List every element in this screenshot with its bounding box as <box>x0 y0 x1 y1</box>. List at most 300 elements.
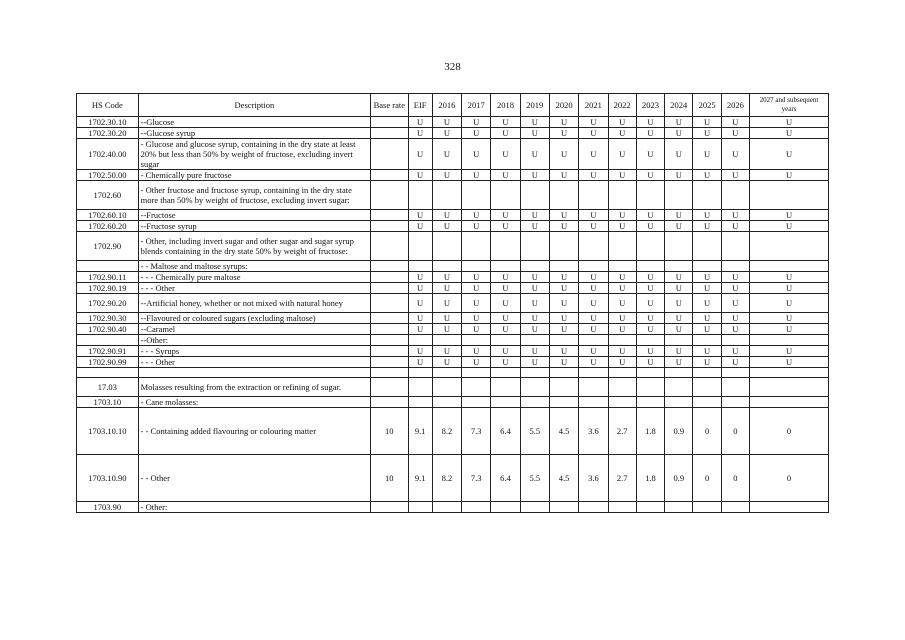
base-rate-cell <box>371 357 408 368</box>
rate-cell-2021: U <box>579 346 608 357</box>
rate-cell-2022: U <box>608 139 636 170</box>
rate-cell-2020: U <box>549 346 578 357</box>
rate-cell-2027 <box>750 397 829 408</box>
rate-cell-2025: U <box>693 117 721 128</box>
rate-cell-2022: U <box>608 128 636 139</box>
rate-cell-2026: U <box>721 128 749 139</box>
base-rate-cell <box>371 324 408 335</box>
rate-cell-2027: U <box>750 324 829 335</box>
rate-cell-2023: U <box>636 294 664 313</box>
hs-code-cell: 1702.60.10 <box>77 210 139 221</box>
rate-cell-2020: U <box>549 221 578 232</box>
base-rate-cell <box>371 294 408 313</box>
table-row <box>77 221 829 232</box>
rate-cell-2023: U <box>636 313 664 324</box>
rate-cell-2017: U <box>462 210 491 221</box>
rate-cell-2026: U <box>721 139 749 170</box>
rate-cell-2016 <box>432 335 461 346</box>
hs-code-cell <box>77 368 139 378</box>
rate-cell-2021 <box>579 502 608 513</box>
hs-code-cell: 1702.90.99 <box>77 357 139 368</box>
rate-cell-2017: U <box>462 128 491 139</box>
rate-cell-2023: U <box>636 357 664 368</box>
rate-cell-2022: U <box>608 346 636 357</box>
table-row <box>77 170 829 181</box>
hs-code-cell: 17.03 <box>77 378 139 397</box>
rate-cell-2022: U <box>608 357 636 368</box>
rate-cell-2021 <box>579 261 608 272</box>
rate-cell-2021 <box>579 378 608 397</box>
rate-cell-2022: U <box>608 221 636 232</box>
rate-cell-2021 <box>579 397 608 408</box>
base-rate-cell <box>371 313 408 324</box>
rate-cell-2026 <box>721 261 749 272</box>
base-rate-cell: 10 <box>371 408 408 455</box>
rate-cell-2020 <box>549 502 578 513</box>
rate-cell-2023: U <box>636 283 664 294</box>
hs-code-cell <box>77 335 139 346</box>
rate-cell-2026: 0 <box>721 408 749 455</box>
hs-code-cell: 1702.90.11 <box>77 272 139 283</box>
rate-cell-2020: U <box>549 272 578 283</box>
rate-cell-2027: U <box>750 210 829 221</box>
rate-cell-2019: U <box>520 272 549 283</box>
rate-cell-2016 <box>432 502 461 513</box>
rate-cell-2024 <box>665 335 693 346</box>
hs-code-cell: 1703.90 <box>77 502 139 513</box>
rate-cell-2027: U <box>750 221 829 232</box>
rate-cell-2026: U <box>721 117 749 128</box>
rate-cell-2019: U <box>520 357 549 368</box>
rate-cell-2016 <box>432 368 461 378</box>
description-cell: - Other: <box>138 502 370 513</box>
header-base-rate: Base rate <box>371 94 408 117</box>
hs-code-cell: 1703.10.90 <box>77 455 139 502</box>
rate-cell-2024: U <box>665 324 693 335</box>
rate-cell-2020 <box>549 368 578 378</box>
rate-cell-2022 <box>608 232 636 261</box>
rate-cell-2018: U <box>491 117 520 128</box>
hs-code-cell: 1702.40.00 <box>77 139 139 170</box>
rate-cell-2027 <box>750 502 829 513</box>
rate-cell-2026: U <box>721 357 749 368</box>
rate-cell-2026: U <box>721 272 749 283</box>
rate-cell-2017 <box>462 232 491 261</box>
rate-cell-2020: U <box>549 170 578 181</box>
rate-cell-2019 <box>520 502 549 513</box>
rate-cell-2023: 1.8 <box>636 408 664 455</box>
rate-cell-2020: U <box>549 128 578 139</box>
rate-cell-eif: 9.1 <box>408 455 432 502</box>
rate-cell-2022 <box>608 397 636 408</box>
hs-code-cell: 1702.90.30 <box>77 313 139 324</box>
hs-code-cell: 1702.60.20 <box>77 221 139 232</box>
rate-cell-2020 <box>549 261 578 272</box>
rate-cell-2020 <box>549 232 578 261</box>
rate-cell-2016: 8.2 <box>432 455 461 502</box>
base-rate-cell <box>371 117 408 128</box>
header-2023: 2023 <box>636 94 664 117</box>
rate-cell-2025: U <box>693 221 721 232</box>
base-rate-cell <box>371 272 408 283</box>
rate-cell-2021: U <box>579 117 608 128</box>
rate-cell-2024: U <box>665 210 693 221</box>
rate-cell-2024: U <box>665 294 693 313</box>
rate-cell-eif <box>408 502 432 513</box>
header-2022: 2022 <box>608 94 636 117</box>
rate-cell-2018: U <box>491 294 520 313</box>
table-row <box>77 128 829 139</box>
rate-cell-2016: U <box>432 170 461 181</box>
rate-cell-2026 <box>721 368 749 378</box>
table-row <box>77 368 829 378</box>
table-row <box>77 324 829 335</box>
rate-cell-2021: U <box>579 139 608 170</box>
base-rate-cell <box>371 232 408 261</box>
rate-cell-2018: U <box>491 139 520 170</box>
rate-cell-2026: U <box>721 324 749 335</box>
rate-cell-2020: 4.5 <box>549 408 578 455</box>
hs-code-cell <box>77 261 139 272</box>
rate-cell-eif: 9.1 <box>408 408 432 455</box>
rate-cell-2017: 7.3 <box>462 455 491 502</box>
rate-cell-2025 <box>693 397 721 408</box>
rate-cell-2022 <box>608 502 636 513</box>
rate-cell-2026: U <box>721 210 749 221</box>
table-row <box>77 181 829 210</box>
rate-cell-2023: U <box>636 170 664 181</box>
tariff-schedule-table <box>76 93 829 513</box>
rate-cell-2017: U <box>462 272 491 283</box>
rate-cell-2020 <box>549 335 578 346</box>
rate-cell-2017 <box>462 397 491 408</box>
rate-cell-2022 <box>608 368 636 378</box>
rate-cell-2017: 7.3 <box>462 408 491 455</box>
rate-cell-2021 <box>579 232 608 261</box>
table-row <box>77 397 829 408</box>
rate-cell-2025 <box>693 232 721 261</box>
rate-cell-2023: U <box>636 346 664 357</box>
description-cell: --Caramel <box>138 324 370 335</box>
rate-cell-2019: U <box>520 170 549 181</box>
rate-cell-eif: U <box>408 210 432 221</box>
rate-cell-2017: U <box>462 283 491 294</box>
rate-cell-2023 <box>636 368 664 378</box>
rate-cell-2020 <box>549 181 578 210</box>
header-2024: 2024 <box>665 94 693 117</box>
rate-cell-2025: U <box>693 324 721 335</box>
description-cell: --Fructose syrup <box>138 221 370 232</box>
table-row <box>77 272 829 283</box>
rate-cell-2022 <box>608 261 636 272</box>
base-rate-cell <box>371 261 408 272</box>
rate-cell-eif <box>408 378 432 397</box>
rate-cell-2022: U <box>608 117 636 128</box>
rate-cell-2023: U <box>636 139 664 170</box>
rate-cell-2016: U <box>432 357 461 368</box>
rate-cell-2019 <box>520 368 549 378</box>
rate-cell-2023 <box>636 335 664 346</box>
rate-cell-2017: U <box>462 294 491 313</box>
rate-cell-2027: U <box>750 272 829 283</box>
description-cell: - - - Other <box>138 357 370 368</box>
rate-cell-2017 <box>462 181 491 210</box>
rate-cell-2020: U <box>549 294 578 313</box>
rate-cell-2023: U <box>636 210 664 221</box>
rate-cell-2024: U <box>665 346 693 357</box>
rate-cell-2018: U <box>491 221 520 232</box>
table-row <box>77 210 829 221</box>
rate-cell-2017: U <box>462 221 491 232</box>
rate-cell-2023 <box>636 181 664 210</box>
rate-cell-2027: 0 <box>750 408 829 455</box>
rate-cell-2021: U <box>579 221 608 232</box>
rate-cell-eif: U <box>408 117 432 128</box>
rate-cell-2026 <box>721 335 749 346</box>
rate-cell-2026: U <box>721 346 749 357</box>
rate-cell-2022: U <box>608 313 636 324</box>
rate-cell-2024 <box>665 261 693 272</box>
rate-cell-eif: U <box>408 324 432 335</box>
table-row <box>77 408 829 455</box>
header-2021: 2021 <box>579 94 608 117</box>
rate-cell-2026 <box>721 397 749 408</box>
rate-cell-2027: U <box>750 346 829 357</box>
rate-cell-2025 <box>693 181 721 210</box>
table-row <box>77 261 829 272</box>
rate-cell-2023: U <box>636 272 664 283</box>
base-rate-cell <box>371 128 408 139</box>
rate-cell-2025: 0 <box>693 408 721 455</box>
rate-cell-2023 <box>636 502 664 513</box>
base-rate-cell <box>371 368 408 378</box>
rate-cell-2016: U <box>432 313 461 324</box>
rate-cell-2016 <box>432 232 461 261</box>
base-rate-cell <box>371 221 408 232</box>
rate-cell-2018: U <box>491 346 520 357</box>
rate-cell-2017: U <box>462 170 491 181</box>
rate-cell-eif: U <box>408 357 432 368</box>
base-rate-cell <box>371 283 408 294</box>
rate-cell-eif <box>408 335 432 346</box>
rate-cell-2017 <box>462 368 491 378</box>
base-rate-cell <box>371 397 408 408</box>
rate-cell-2022: 2.7 <box>608 408 636 455</box>
base-rate-cell <box>371 170 408 181</box>
base-rate-cell <box>371 181 408 210</box>
rate-cell-eif: U <box>408 313 432 324</box>
table-row <box>77 294 829 313</box>
hs-code-cell: 1702.90.91 <box>77 346 139 357</box>
rate-cell-2024: U <box>665 128 693 139</box>
rate-cell-2018: U <box>491 283 520 294</box>
rate-cell-2021: 3.6 <box>579 408 608 455</box>
base-rate-cell <box>371 378 408 397</box>
header-2027-subsequent: 2027 and subsequent years <box>750 94 829 117</box>
rate-cell-eif: U <box>408 283 432 294</box>
rate-cell-eif <box>408 368 432 378</box>
rate-cell-2024: 0.9 <box>665 408 693 455</box>
rate-cell-2016: U <box>432 139 461 170</box>
rate-cell-2016: U <box>432 128 461 139</box>
rate-cell-2017: U <box>462 313 491 324</box>
rate-cell-2023 <box>636 232 664 261</box>
rate-cell-2016: U <box>432 117 461 128</box>
rate-cell-2026: U <box>721 170 749 181</box>
rate-cell-2019: U <box>520 294 549 313</box>
rate-cell-2025 <box>693 368 721 378</box>
description-cell: - - Containing added flavouring or colouring matter <box>138 408 370 455</box>
header-2026: 2026 <box>721 94 749 117</box>
header-2025: 2025 <box>693 94 721 117</box>
description-cell: - - - Chemically pure maltose <box>138 272 370 283</box>
rate-cell-2016: U <box>432 283 461 294</box>
header-2019: 2019 <box>520 94 549 117</box>
table-row <box>77 346 829 357</box>
rate-cell-2016: U <box>432 294 461 313</box>
rate-cell-2026: U <box>721 283 749 294</box>
rate-cell-2025 <box>693 502 721 513</box>
rate-cell-2024: U <box>665 313 693 324</box>
header-2017: 2017 <box>462 94 491 117</box>
rate-cell-2027: U <box>750 357 829 368</box>
rate-cell-2021 <box>579 368 608 378</box>
rate-cell-eif: U <box>408 346 432 357</box>
rate-cell-2020: 4.5 <box>549 455 578 502</box>
description-cell: - - Maltose and maltose syrups: <box>138 261 370 272</box>
rate-cell-2019 <box>520 261 549 272</box>
rate-cell-2027 <box>750 378 829 397</box>
rate-cell-2024: U <box>665 221 693 232</box>
rate-cell-2021: U <box>579 357 608 368</box>
base-rate-cell <box>371 346 408 357</box>
rate-cell-2025: U <box>693 139 721 170</box>
rate-cell-2026 <box>721 378 749 397</box>
rate-cell-2026: U <box>721 294 749 313</box>
description-cell: - Cane molasses: <box>138 397 370 408</box>
rate-cell-2016: U <box>432 324 461 335</box>
rate-cell-2017 <box>462 378 491 397</box>
rate-cell-2019: U <box>520 324 549 335</box>
description-cell: - - Other <box>138 455 370 502</box>
rate-cell-2027: 0 <box>750 455 829 502</box>
rate-cell-2020: U <box>549 210 578 221</box>
rate-cell-2023: U <box>636 324 664 335</box>
rate-cell-2019: U <box>520 117 549 128</box>
rate-cell-2021: U <box>579 324 608 335</box>
rate-cell-2025: U <box>693 357 721 368</box>
hs-code-cell: 1703.10.10 <box>77 408 139 455</box>
rate-cell-2024: 0.9 <box>665 455 693 502</box>
rate-cell-2022: U <box>608 283 636 294</box>
description-cell: --Fructose <box>138 210 370 221</box>
rate-cell-2024 <box>665 181 693 210</box>
rate-cell-eif: U <box>408 170 432 181</box>
rate-cell-2018: 6.4 <box>491 408 520 455</box>
rate-cell-2016 <box>432 261 461 272</box>
rate-cell-2027 <box>750 261 829 272</box>
header-2018: 2018 <box>491 94 520 117</box>
rate-cell-2024: U <box>665 117 693 128</box>
rate-cell-2025: U <box>693 283 721 294</box>
rate-cell-2018 <box>491 502 520 513</box>
rate-cell-2018: 6.4 <box>491 455 520 502</box>
rate-cell-2020: U <box>549 283 578 294</box>
description-cell: - - - Syrups <box>138 346 370 357</box>
rate-cell-2016: U <box>432 210 461 221</box>
hs-code-cell: 1702.90.20 <box>77 294 139 313</box>
rate-cell-2020 <box>549 378 578 397</box>
rate-cell-2020: U <box>549 139 578 170</box>
rate-cell-eif: U <box>408 221 432 232</box>
rate-cell-2019 <box>520 397 549 408</box>
rate-cell-2024: U <box>665 283 693 294</box>
rate-cell-2023: 1.8 <box>636 455 664 502</box>
rate-cell-2019 <box>520 181 549 210</box>
rate-cell-2016: U <box>432 221 461 232</box>
rate-cell-2019: U <box>520 346 549 357</box>
hs-code-cell: 1702.90.40 <box>77 324 139 335</box>
rate-cell-2026 <box>721 502 749 513</box>
header-hs-code: HS Code <box>77 94 139 117</box>
description-cell: - Glucose and glucose syrup, containing in the dry state at least 20% but less than 50% by weight of fructose, excluding invert sugar <box>138 139 370 170</box>
table-row <box>77 313 829 324</box>
rate-cell-2021: 3.6 <box>579 455 608 502</box>
rate-cell-2025: U <box>693 170 721 181</box>
base-rate-cell <box>371 502 408 513</box>
rate-cell-eif: U <box>408 139 432 170</box>
rate-cell-2020 <box>549 397 578 408</box>
description-cell: - Other fructose and fructose syrup, containing in the dry state more than 50% by weight of fructose, excluding invert sugar: <box>138 181 370 210</box>
rate-cell-2022 <box>608 335 636 346</box>
rate-cell-2025 <box>693 261 721 272</box>
rate-cell-2018: U <box>491 357 520 368</box>
rate-cell-eif <box>408 261 432 272</box>
header-description: Description <box>138 94 370 117</box>
rate-cell-2018: U <box>491 210 520 221</box>
rate-cell-2022: 2.7 <box>608 455 636 502</box>
rate-cell-2019: U <box>520 313 549 324</box>
hs-code-cell: 1702.90 <box>77 232 139 261</box>
description-cell: --Artificial honey, whether or not mixed with natural honey <box>138 294 370 313</box>
rate-cell-2027: U <box>750 170 829 181</box>
rate-cell-2021: U <box>579 283 608 294</box>
rate-cell-2019: U <box>520 128 549 139</box>
description-cell: Molasses resulting from the extraction or refining of sugar. <box>138 378 370 397</box>
rate-cell-2018: U <box>491 128 520 139</box>
rate-cell-2017 <box>462 502 491 513</box>
rate-cell-2024: U <box>665 272 693 283</box>
rate-cell-eif: U <box>408 294 432 313</box>
rate-cell-2027: U <box>750 283 829 294</box>
rate-cell-eif <box>408 232 432 261</box>
rate-cell-eif: U <box>408 272 432 283</box>
rate-cell-2021: U <box>579 170 608 181</box>
rate-cell-2024 <box>665 232 693 261</box>
rate-cell-2016: U <box>432 272 461 283</box>
rate-cell-2019: U <box>520 221 549 232</box>
rate-cell-2025: U <box>693 294 721 313</box>
rate-cell-eif: U <box>408 128 432 139</box>
rate-cell-2021 <box>579 335 608 346</box>
rate-cell-2019 <box>520 378 549 397</box>
rate-cell-2017: U <box>462 139 491 170</box>
rate-cell-2027 <box>750 232 829 261</box>
rate-cell-2023: U <box>636 221 664 232</box>
rate-cell-2024 <box>665 502 693 513</box>
rate-cell-2027: U <box>750 139 829 170</box>
description-cell: --Flavoured or coloured sugars (excluding maltose) <box>138 313 370 324</box>
